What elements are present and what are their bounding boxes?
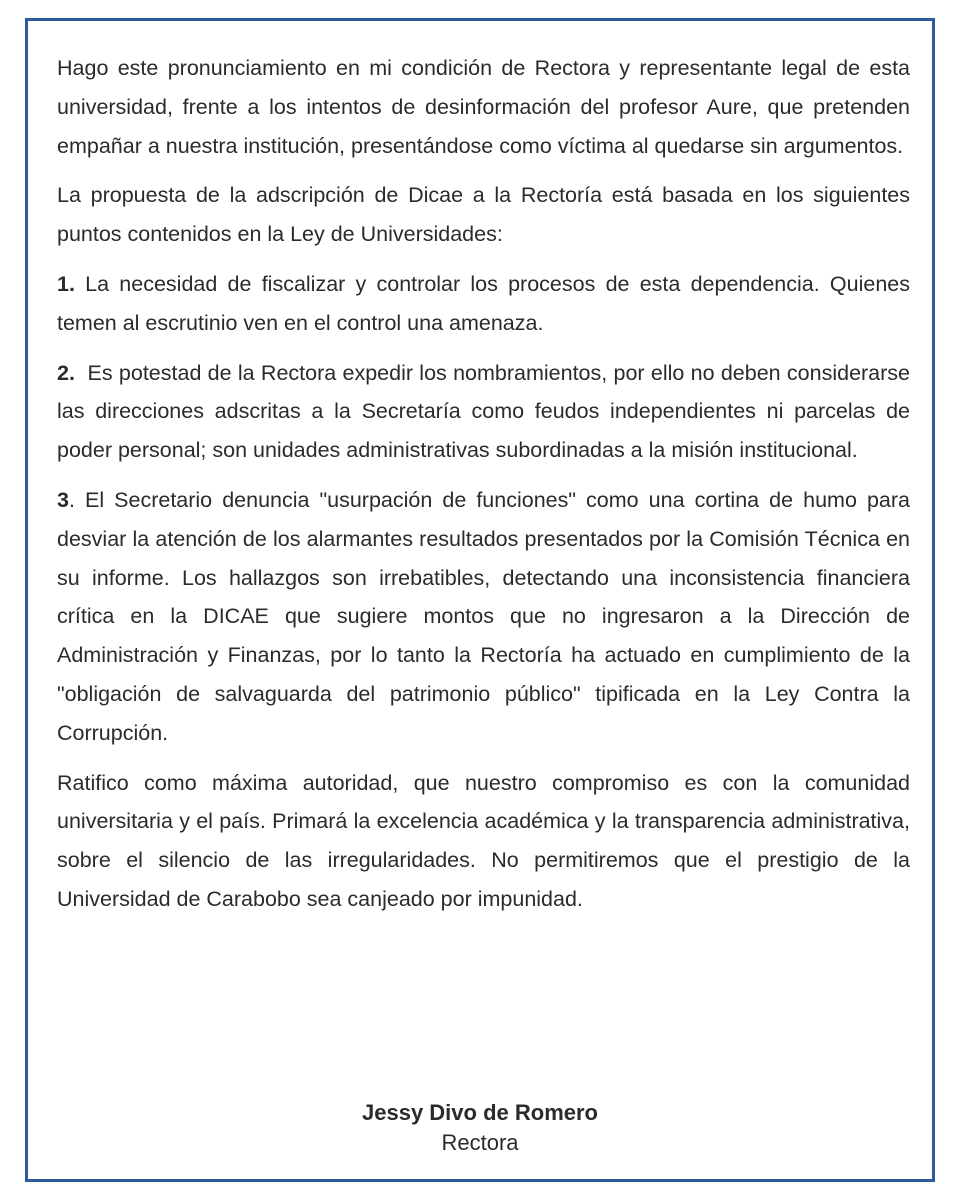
document-frame <box>25 18 935 1182</box>
point-2-text: Es potestad de la Rectora expedir los nombramientos, por ello no deben considerarse las direcciones adscritas a la Secretaría como feudos independientes ni parcelas de poder personal; son unidades administrativas subordinadas a la misión institucional. <box>57 360 911 463</box>
statement-body <box>57 49 910 930</box>
point-1-text: La necesidad de fiscalizar y controlar los procesos de esta dependencia. Quienes temen al escrutinio ven en el control una amenaza. <box>57 271 910 335</box>
point-1-number: 1. <box>57 271 75 296</box>
point-2-number: 2. <box>57 360 75 385</box>
point-1 <box>57 265 910 343</box>
signature-title: Rectora <box>441 1130 519 1155</box>
paragraph-closing: Ratifico como máxima autoridad, que nuestro compromiso es con la comunidad universitaria y el país. Primará la excelencia académica y la transparencia administrativa, sobre el silencio de las irregularidades. No permitiremos que el prestigio de la Universidad de Carabobo sea canjeado por impunidad. <box>57 770 910 911</box>
point-3-number: 3 <box>57 487 69 512</box>
signature-block <box>28 1098 932 1158</box>
point-3-text: . El Secretario denuncia "usurpación de funciones" como una cortina de humo para desviar la atención de los alarmantes resultados presentados por la Comisión Técnica en su informe. Los hallazgos son irrebatibles, detectando una inconsistencia financiera crítica en la DICAE que sugiere montos que no ingresaron a la Dirección de Administración y Finanzas, por lo tanto la Rectoría ha actuado en cumplimiento de la "obligación de salvaguarda del patrimonio público" tipificada en la Ley Contra la Corrupción. <box>57 487 910 745</box>
signature-name: Jessy Divo de Romero <box>362 1100 598 1125</box>
paragraph-proposal: La propuesta de la adscripción de Dicae a la Rectoría está basada en los siguientes puntos contenidos en la Ley de Universidades: <box>57 183 910 247</box>
point-2 <box>57 354 910 470</box>
point-3 <box>57 481 910 753</box>
paragraph-intro: Hago este pronunciamiento en mi condición de Rectora y representante legal de esta universidad, frente a los intentos de desinformación del profesor Aure, que pretenden empañar a nuestra institución, presentándose como víctima al quedarse sin argumentos. <box>57 56 910 158</box>
